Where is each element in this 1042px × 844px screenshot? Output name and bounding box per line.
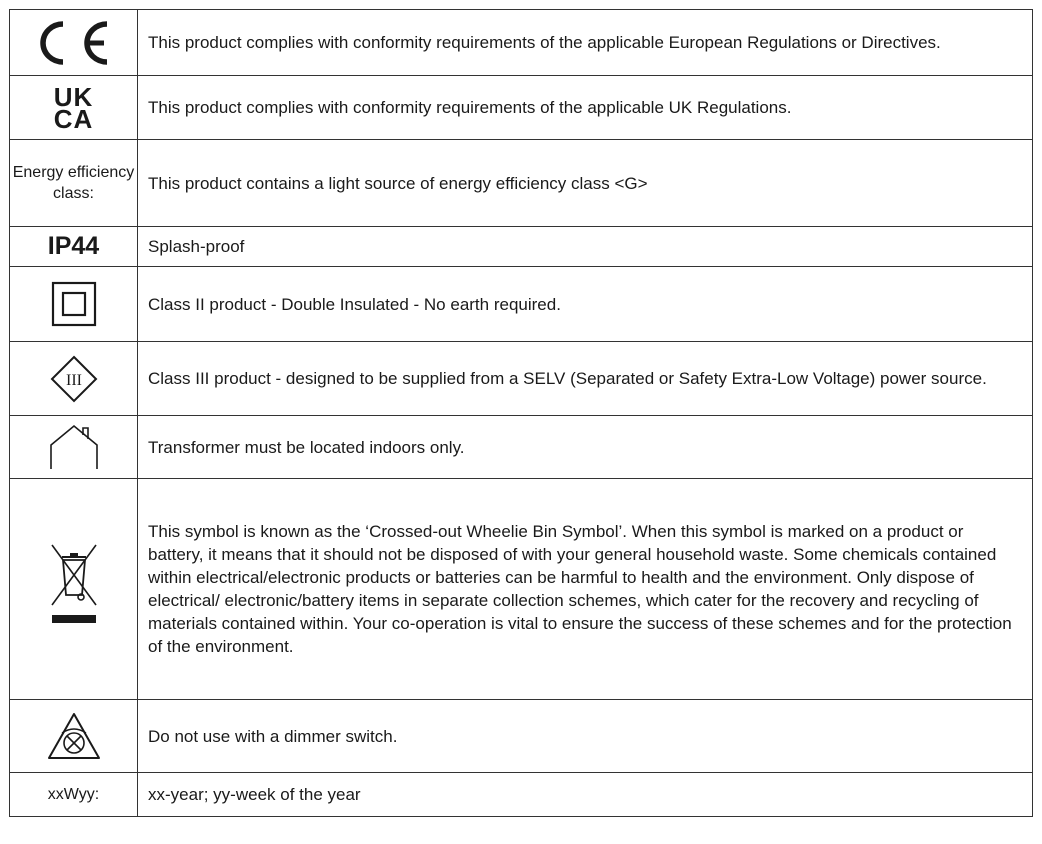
description-cell: Transformer must be located indoors only. bbox=[138, 416, 1033, 479]
symbol-cell bbox=[10, 700, 138, 773]
table-row bbox=[10, 479, 1033, 700]
svg-text:III: III bbox=[65, 371, 82, 389]
table-row bbox=[10, 76, 1033, 140]
description-cell: Class II product - Double Insulated - No earth required. bbox=[138, 267, 1033, 342]
ip-rating-label: IP44 bbox=[10, 227, 138, 267]
description-cell: This product contains a light source of energy efficiency class <G> bbox=[138, 140, 1033, 227]
table-row bbox=[10, 267, 1033, 342]
description-cell: Splash-proof bbox=[138, 227, 1033, 267]
description-cell: This product complies with conformity requirements of the applicable European Regulations or Directives. bbox=[138, 10, 1033, 76]
symbol-cell bbox=[10, 416, 138, 479]
ce-mark-icon bbox=[31, 19, 117, 67]
table-row bbox=[10, 10, 1033, 76]
symbol-cell bbox=[10, 342, 138, 416]
symbol-cell bbox=[10, 479, 138, 700]
date-code-label: xxWyy: bbox=[10, 773, 138, 817]
class-ii-icon bbox=[50, 280, 98, 328]
ukca-mark: UK CA bbox=[10, 76, 138, 140]
table-row bbox=[10, 227, 1033, 267]
table-row bbox=[10, 416, 1033, 479]
symbols-table bbox=[9, 9, 1033, 817]
energy-class-label: Energy efficiency class: bbox=[10, 140, 138, 227]
symbol-cell bbox=[10, 267, 138, 342]
table-row bbox=[10, 773, 1033, 817]
table-row bbox=[10, 700, 1033, 773]
indoor-house-icon bbox=[45, 423, 103, 471]
table-row bbox=[10, 140, 1033, 227]
description-cell: This symbol is known as the ‘Crossed-out Wheelie Bin Symbol’. When this symbol is marked on a product or battery, it means that it should not be disposed of with your general household waste. Some chemicals contained within electrical/electronic products or batteries can be harmful to health and the environment. Only dispose of electrical/ electronic/battery items in separate collection schemes, which cater for the recovery and recycling of materials contained within. Your co-operation is vital to ensure the success of these schemes and for the protection of the environment. bbox=[138, 479, 1033, 700]
weee-bin-icon bbox=[48, 539, 100, 639]
description-cell: Class III product - designed to be supplied from a SELV (Separated or Safety Extra-Low Voltage) power source. bbox=[138, 342, 1033, 416]
description-cell: xx-year; yy-week of the year bbox=[138, 773, 1033, 817]
class-iii-icon bbox=[49, 354, 99, 404]
symbol-cell bbox=[10, 10, 138, 76]
description-cell: Do not use with a dimmer switch. bbox=[138, 700, 1033, 773]
table-row bbox=[10, 342, 1033, 416]
description-cell: This product complies with conformity requirements of the applicable UK Regulations. bbox=[138, 76, 1033, 140]
no-dimmer-icon bbox=[46, 711, 102, 761]
